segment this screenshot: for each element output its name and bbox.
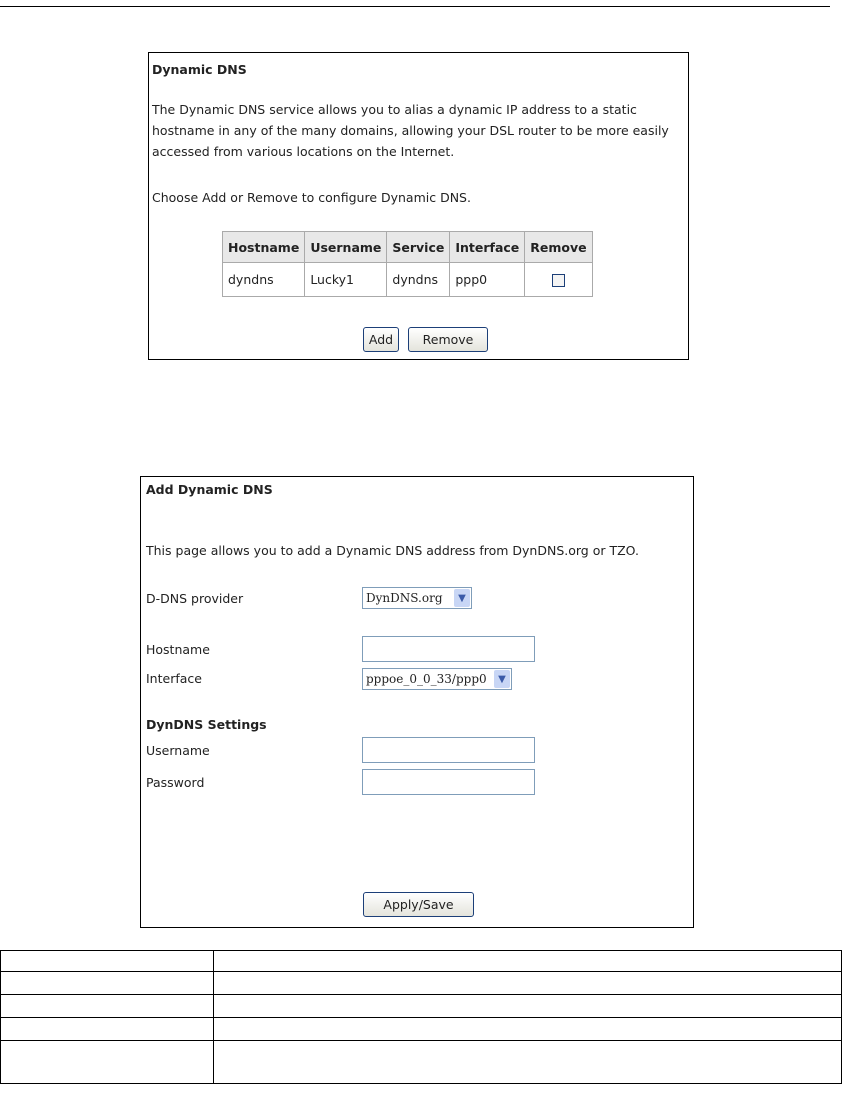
- parameter-table: [0, 950, 842, 1084]
- panel-title: Dynamic DNS: [152, 62, 247, 77]
- cell-interface: ppp0: [450, 263, 525, 297]
- col-remove: Remove: [525, 232, 592, 263]
- interface-label: Interface: [146, 671, 202, 686]
- interface-select-value: pppoe_0_0_33/ppp0: [366, 672, 487, 686]
- username-label: Username: [146, 743, 210, 758]
- provider-select-value: DynDNS.org: [366, 591, 443, 605]
- table-row: [223, 263, 593, 297]
- ddns-table: [222, 231, 593, 297]
- hostname-label: Hostname: [146, 642, 210, 657]
- cell-service: dyndns: [387, 263, 450, 297]
- top-rule: [0, 6, 830, 7]
- panel-title: Add Dynamic DNS: [146, 482, 273, 497]
- password-label: Password: [146, 775, 205, 790]
- table-row: [1, 995, 842, 1018]
- panel-description: The Dynamic DNS service allows you to alias a dynamic IP address to a static hostname in any of the many domains, allowing your DSL router to be more easily accessed from various locations on the Internet.: [152, 102, 669, 159]
- dynamic-dns-panel: [148, 52, 689, 360]
- cell-remove: [525, 263, 592, 297]
- add-button[interactable]: Add: [363, 327, 399, 352]
- password-input[interactable]: [362, 769, 535, 795]
- dyndns-settings-title: DynDNS Settings: [146, 717, 267, 732]
- col-hostname: Hostname: [223, 232, 305, 263]
- table-row: [1, 1018, 842, 1041]
- col-interface: Interface: [450, 232, 525, 263]
- apply-save-button[interactable]: Apply/Save: [363, 892, 474, 917]
- chevron-down-icon[interactable]: ▼: [494, 670, 510, 688]
- provider-label: D-DNS provider: [146, 591, 244, 606]
- cell-username: Lucky1: [305, 263, 387, 297]
- col-username: Username: [305, 232, 387, 263]
- username-input[interactable]: [362, 737, 535, 763]
- panel-instruction: Choose Add or Remove to configure Dynamic DNS.: [152, 190, 471, 205]
- hostname-input[interactable]: [362, 636, 535, 662]
- cell-hostname: dyndns: [223, 263, 305, 297]
- table-row: [1, 1041, 842, 1084]
- table-row: [1, 951, 842, 972]
- panel-intro: This page allows you to add a Dynamic DNS address from DynDNS.org or TZO.: [146, 543, 639, 558]
- provider-select[interactable]: [362, 587, 472, 609]
- remove-button[interactable]: Remove: [408, 327, 488, 352]
- table-row: [1, 972, 842, 995]
- table-header-row: [223, 232, 593, 263]
- remove-checkbox[interactable]: [552, 274, 565, 287]
- chevron-down-icon[interactable]: ▼: [454, 589, 470, 607]
- add-dynamic-dns-panel: [140, 476, 694, 928]
- interface-select[interactable]: [362, 668, 512, 690]
- col-service: Service: [387, 232, 450, 263]
